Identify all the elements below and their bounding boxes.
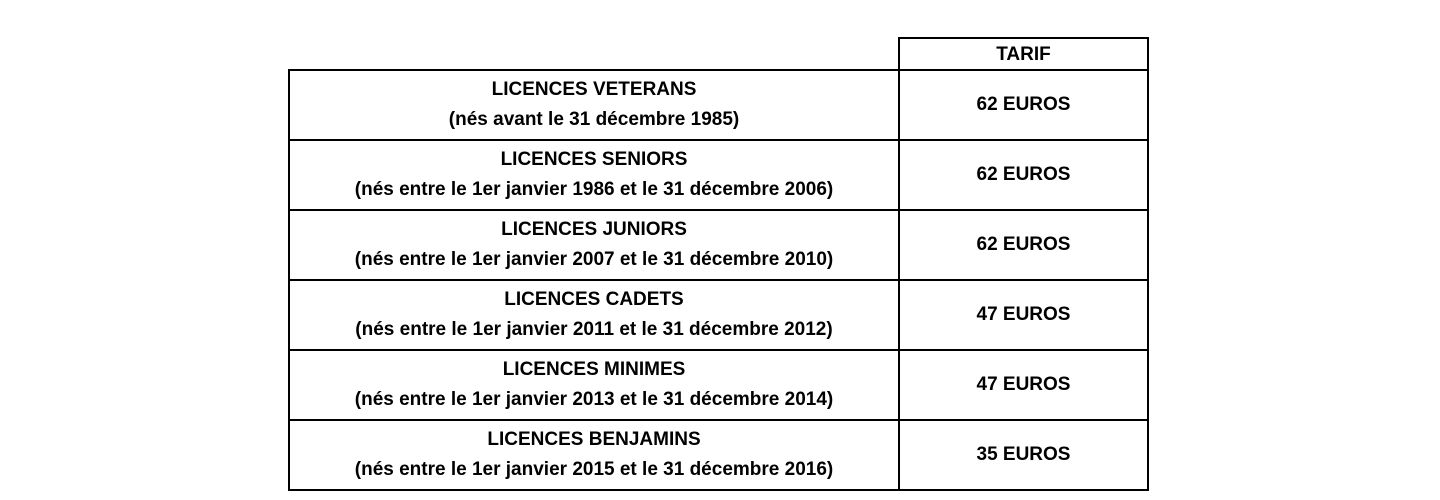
licence-category-cell [290,211,900,279]
licence-title: LICENCES BENJAMINS [487,429,701,450]
tarif-header-label: TARIF [996,44,1051,65]
licence-price: 62 EUROS [976,94,1071,115]
licence-birth-range: (nés entre le 1er janvier 2013 et le 31 décembre 2014) [354,389,834,410]
licence-category-cell [290,421,900,489]
table-row-juniors [290,209,1147,279]
licence-birth-range: (nés avant le 31 décembre 1985) [448,109,740,130]
licence-birth-range: (nés entre le 1er janvier 2007 et le 31 décembre 2010) [354,249,834,270]
licence-price: 62 EUROS [976,164,1071,185]
licence-title: LICENCES MINIMES [502,359,686,380]
tarif-column-header [898,37,1149,71]
licence-price: 47 EUROS [976,304,1071,325]
licence-price: 35 EUROS [976,444,1071,465]
licence-price-cell [900,71,1147,139]
licence-title: LICENCES JUNIORS [501,219,687,240]
table-row-benjamins [290,419,1147,489]
licence-tariff-table [288,69,1149,491]
licence-category-cell [290,351,900,419]
licence-price: 62 EUROS [976,234,1071,255]
licence-birth-range: (nés entre le 1er janvier 2011 et le 31 décembre 2012) [355,319,833,340]
licence-price-cell [900,351,1147,419]
table-row-minimes [290,349,1147,419]
licence-title: LICENCES SENIORS [500,149,688,170]
licence-title: LICENCES CADETS [504,289,684,310]
licence-category-cell [290,141,900,209]
licence-price: 47 EUROS [976,374,1071,395]
licence-category-cell [290,281,900,349]
licence-price-cell [900,211,1147,279]
licence-price-cell [900,421,1147,489]
table-row-veterans [290,71,1147,139]
licence-category-cell [290,71,900,139]
licence-price-cell [900,281,1147,349]
licence-birth-range: (nés entre le 1er janvier 1986 et le 31 décembre 2006) [354,179,834,200]
licence-price-cell [900,141,1147,209]
table-row-seniors [290,139,1147,209]
licence-title: LICENCES VETERANS [491,79,697,100]
licence-birth-range: (nés entre le 1er janvier 2015 et le 31 décembre 2016) [354,459,834,480]
table-row-cadets [290,279,1147,349]
